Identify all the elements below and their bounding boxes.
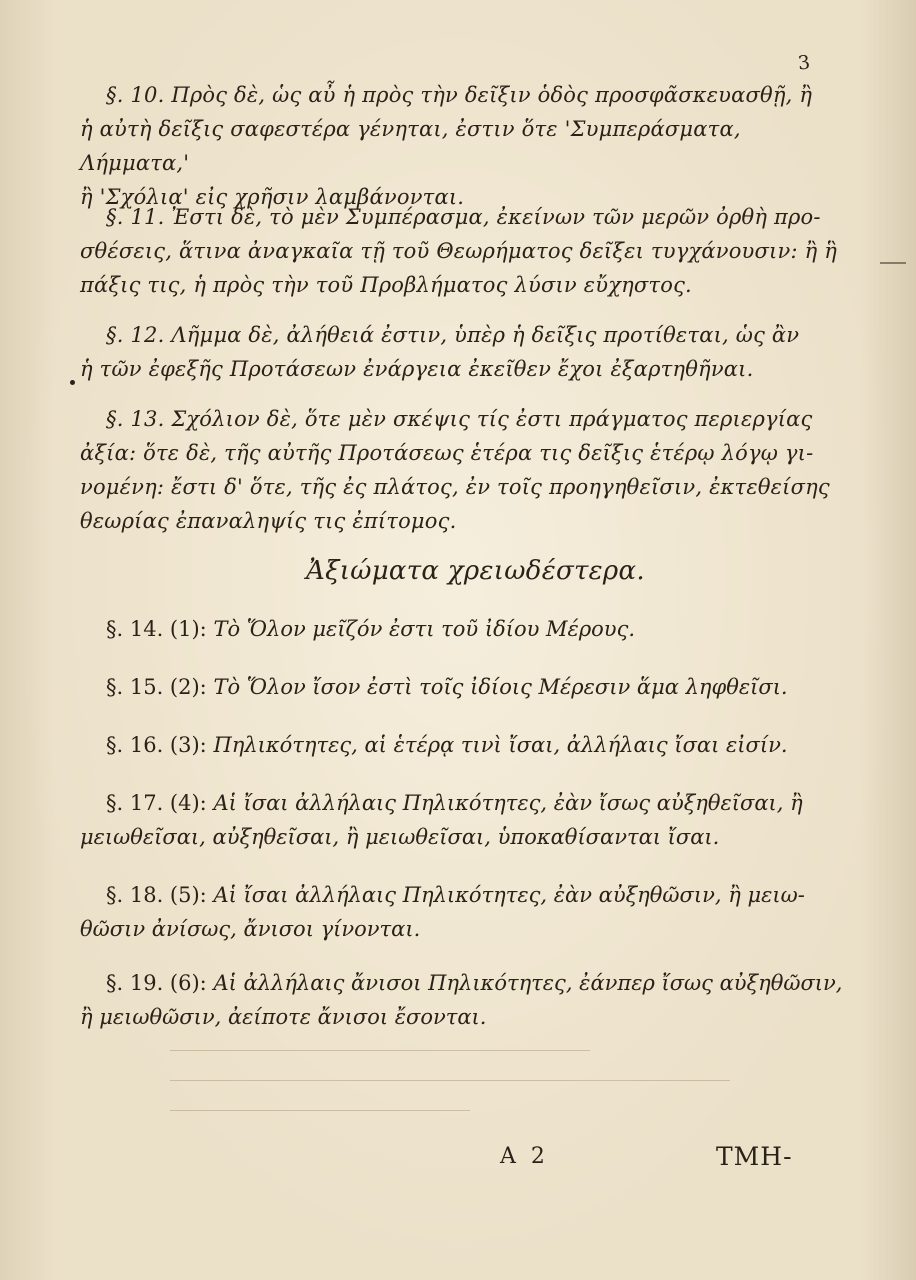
- page-number: 3: [796, 51, 812, 75]
- axiom-15-number: §. 15. (2):: [106, 675, 207, 699]
- axiom-19: [80, 966, 850, 1034]
- axiom-14: [80, 612, 850, 646]
- axiom-16: [80, 728, 850, 762]
- paragraph-13-line-4: θεωρίας ἐπαναληψίς τις ἐπίτομος.: [80, 509, 457, 533]
- axiom-17: [80, 786, 850, 854]
- signature-mark: A 2: [500, 1144, 549, 1169]
- axiom-18: [80, 878, 850, 946]
- axiom-19-number: §. 19. (6):: [106, 971, 207, 995]
- paragraph-12: [80, 318, 850, 386]
- paragraph-11-line-1: §. 11. Ἐστι δὲ, τὸ μὲν Συμπέρασμα, ἐκείνων τῶν μερῶν ὀρθὴ προ-: [106, 205, 821, 229]
- margin-dot: [70, 380, 75, 385]
- paragraph-10-line-2: ἡ αὐτὴ δεῖξις σαφεστέρα γένηται, ἐστιν ὅτε 'Συμπεράσματα, Λήμματα,': [80, 117, 741, 175]
- axiom-19-line-2: ἢ μειωθῶσιν, ἀείποτε ἄνισοι ἔσονται.: [80, 1005, 487, 1029]
- axiom-14-number: §. 14. (1):: [106, 617, 207, 641]
- axiom-16-text: Πηλικότητες, αἱ ἑτέρᾳ τινὶ ἴσαι, ἀλλήλαις ἴσαι εἰσίν.: [213, 733, 788, 757]
- axiom-15: [80, 670, 850, 704]
- paragraph-13-line-2: ἀξία: ὅτε δὲ, τῆς αὐτῆς Προτάσεως ἑτέρα τις δεῖξις ἑτέρῳ λόγῳ γι-: [80, 441, 814, 465]
- axiom-15-text: Τὸ Ὅλον ἴσον ἐστὶ τοῖς ἰδίοις Μέρεσιν ἅμα ληφθεῖσι.: [213, 675, 788, 699]
- axiom-16-number: §. 16. (3):: [106, 733, 207, 757]
- axiom-18-number: §. 18. (5):: [106, 883, 207, 907]
- axiom-18-text: Αἱ ἴσαι ἀλλήλαις Πηλικότητες, ἐὰν αὐξηθῶσιν, ἢ μειω-: [213, 883, 805, 907]
- paragraph-10-line-3: ἢ 'Σχόλια' εἰς χρῆσιν λαμβάνονται.: [80, 185, 465, 209]
- paragraph-10: [80, 78, 850, 214]
- axiom-14-text: Τὸ Ὅλον μεῖζόν ἐστι τοῦ ἰδίου Μέρους.: [213, 617, 636, 641]
- paragraph-10-line-1: §. 10. Πρὸς δὲ, ὡς αὖ ἡ πρὸς τὴν δεῖξιν ὁδὸς προσφᾶσκευασθῇ, ἢ: [106, 83, 813, 107]
- show-through-line: [170, 1050, 590, 1051]
- paragraph-13-line-3: νομένη: ἔστι δ' ὅτε, τῆς ἐς πλάτος, ἐν τοῖς προηγηθεῖσιν, ἐκτεθείσης: [80, 475, 830, 499]
- show-through-line: [170, 1080, 730, 1081]
- paragraph-11: [80, 200, 850, 302]
- axiom-19-text: Αἱ ἀλλήλαις ἄνισοι Πηλικότητες, ἐάνπερ ἴσως αὐξηθῶσιν,: [213, 971, 843, 995]
- section-heading: Ἀξιώματα χρειωδέστερα.: [306, 556, 645, 586]
- axiom-17-line-2: μειωθεῖσαι, αὐξηθεῖσαι, ἢ μειωθεῖσαι, ὑποκαθίσανται ἴσαι.: [80, 825, 720, 849]
- paragraph-11-line-3: πάξις τις, ἡ πρὸς τὴν τοῦ Προβλήματος λύσιν εὔχηστος.: [80, 273, 692, 297]
- axiom-18-line-2: θῶσιν ἀνίσως, ἄνισοι γίνονται.: [80, 917, 421, 941]
- catchword: ΤΜΗ-: [716, 1142, 793, 1171]
- paragraph-12-line-1: §. 12. Λῆμμα δὲ, ἀλήθειά ἐστιν, ὑπὲρ ἡ δεῖξις προτίθεται, ὡς ἂν: [106, 323, 800, 347]
- axiom-17-number: §. 17. (4):: [106, 791, 207, 815]
- paragraph-13: [80, 402, 850, 538]
- margin-mark: [880, 262, 906, 264]
- axiom-17-text: Αἱ ἴσαι ἀλλήλαις Πηλικότητες, ἐὰν ἴσως αὐξηθεῖσαι, ἢ: [213, 791, 803, 815]
- show-through-line: [170, 1110, 470, 1111]
- paragraph-12-line-2: ἡ τῶν ἐφεξῆς Προτάσεων ἐνάργεια ἐκεῖθεν ἔχοι ἐξαρτηθῆναι.: [80, 357, 754, 381]
- paragraph-13-line-1: §. 13. Σχόλιον δὲ, ὅτε μὲν σκέψις τίς ἐστι πράγματος περιεργίας: [106, 407, 813, 431]
- paragraph-11-line-2: σθέσεις, ἅτινα ἀναγκαῖα τῇ τοῦ Θεωρήματος δεῖξει τυγχάνουσιν: ἢ ἣ: [80, 239, 838, 263]
